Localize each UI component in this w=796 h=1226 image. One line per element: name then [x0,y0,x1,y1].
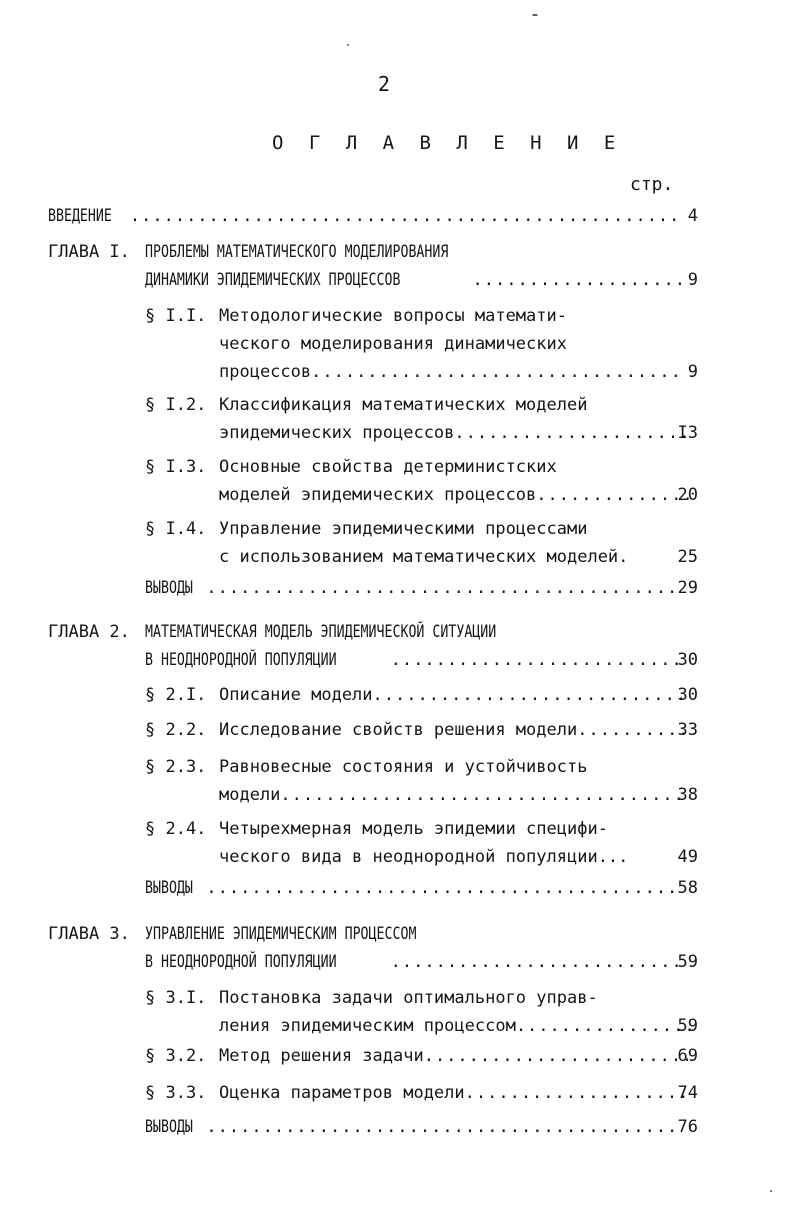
section-title-line: Оценка параметров модели [219,1083,465,1103]
section-num: § 2.4. [145,819,207,839]
section-title-line: Классификация математических моделей [219,395,588,415]
leader-dots [130,202,678,230]
section-title-line: Основные свойства детерминистских [219,457,557,477]
chapter-3-entry [145,920,698,976]
chapter-2-conclusions [145,874,698,902]
section-page: 25 [677,547,698,567]
leader-dots [206,1113,680,1141]
chapter-2-page: 30 [677,650,698,670]
section-num: § 3.I. [145,988,207,1008]
scan-speck [770,1190,772,1192]
section-title-line: моделей эпидемических процессов [219,485,537,505]
conclusions-label: ВЫВОДЫ [145,578,193,598]
section-num: § 2.I. [145,685,207,705]
intro-page: 4 [687,206,698,226]
section-2-4-entry [219,815,698,871]
conclusions-label: ВЫВОДЫ [145,1117,193,1137]
section-page: I3 [677,423,698,443]
chapter-1-entry [145,238,698,294]
chapter-2-label: ГЛАВА 2. [48,622,130,642]
leader-dots [454,419,689,447]
section-num: § 3.2. [145,1046,207,1066]
leader-dots [391,646,687,674]
section-title-line: с использованием математических моделей. [219,547,629,567]
section-3-3-entry [219,1079,698,1107]
section-num: § 2.3. [145,757,207,777]
chapter-1-conclusions [145,574,698,602]
chapter-3-label: ГЛАВА 3. [48,924,130,944]
section-title-line: Четырехмерная модель эпидемии специфи- [219,819,608,839]
section-1-4-entry [219,515,698,571]
leader-dots [206,874,680,902]
section-num: § 3.3. [145,1083,207,1103]
conclusions-page: 58 [677,878,698,898]
leader-dots [373,681,687,709]
section-title-line: Описание модели [219,685,373,705]
section-1-3-entry [219,453,698,509]
conclusions-label: ВЫВОДЫ [145,878,193,898]
chapter-3-title-line2: В НЕОДНОРОДНОЙ ПОПУЛЯЦИИ [145,952,337,972]
chapter-1-label: ГЛАВА I. [48,242,130,262]
page-number: 2 [378,72,391,96]
section-num: § I.3. [145,457,207,477]
section-title-line: Постановка задачи оптимального управ- [219,988,598,1008]
section-title-line: ления эпидемическим процессом [219,1016,516,1036]
section-num: § I.I. [145,306,207,326]
conclusions-page: 76 [677,1117,698,1137]
section-num: § I.4. [145,519,207,539]
toc-entry-intro [48,202,698,230]
section-1-2-entry [219,391,698,447]
section-page: 33 [677,720,698,740]
section-2-1-entry [219,681,698,709]
section-page: 69 [677,1046,698,1066]
section-page: 20 [677,485,698,505]
intro-label: ВВЕДЕНИЕ [48,206,112,226]
leader-dots [424,1042,688,1070]
section-page: 59 [677,1016,698,1036]
section-3-1-entry [219,984,698,1040]
leader-dots [465,1079,690,1107]
chapter-3-title-line1: УПРАВЛЕНИЕ ЭПИДЕМИЧЕСКИМ ПРОЦЕССОМ [145,924,417,944]
section-page: 30 [677,685,698,705]
section-title-line: модели [219,785,281,805]
section-title-line: ческого моделирования динамических [219,334,567,354]
leader-dots [206,574,680,602]
section-title-line: Методологические вопросы математи- [219,306,567,326]
section-1-1-entry [219,302,698,386]
chapter-3-conclusions [145,1113,698,1141]
section-num: § I.2. [145,395,207,415]
section-page: 38 [677,785,698,805]
section-title-line: Равновесные состояния и устойчивость [219,757,588,777]
section-title-line: Исследование свойств решения модели [219,720,578,740]
section-2-3-entry [219,753,698,809]
section-title-line: Метод решения задачи [219,1046,424,1066]
leader-dots [280,781,682,809]
chapter-1-title-line2: ДИНАМИКИ ЭПИДЕМИЧЕСКИХ ПРОЦЕССОВ [145,270,401,290]
scan-speck [532,14,538,16]
chapter-1-title-line1: ПРОБЛЕМЫ МАТЕМАТИЧЕСКОГО МОДЕЛИРОВАНИЯ [145,242,449,262]
section-page: 9 [687,362,698,382]
chapter-2-title-line2: В НЕОДНОРОДНОЙ ПОПУЛЯЦИИ [145,650,337,670]
chapter-2-title-line1: МАТЕМАТИЧЕСКАЯ МОДЕЛЬ ЭПИДЕМИЧЕСКОЙ СИТУАЦИИ [145,622,497,642]
scan-speck [347,44,349,46]
section-title-line: процессов [219,362,312,382]
section-title-line: ческого вида в неоднородной популяции... [219,847,629,867]
section-page: 49 [677,847,698,867]
chapter-3-page: 59 [677,952,698,972]
section-3-2-entry [219,1042,698,1070]
leader-dots [311,358,684,386]
section-title-line: Управление эпидемическими процессами [219,519,588,539]
page-column-label: стр. [630,174,674,195]
leader-dots [391,948,687,976]
chapter-1-page: 9 [687,270,698,290]
section-page: 74 [677,1083,698,1103]
section-2-2-entry [219,716,698,744]
conclusions-page: 29 [677,578,698,598]
chapter-2-entry [145,618,698,674]
section-num: § 2.2. [145,720,207,740]
section-title-line: эпидемических процессов [219,423,455,443]
toc-title: О Г Л А В Л Е Н И Е [272,132,623,154]
